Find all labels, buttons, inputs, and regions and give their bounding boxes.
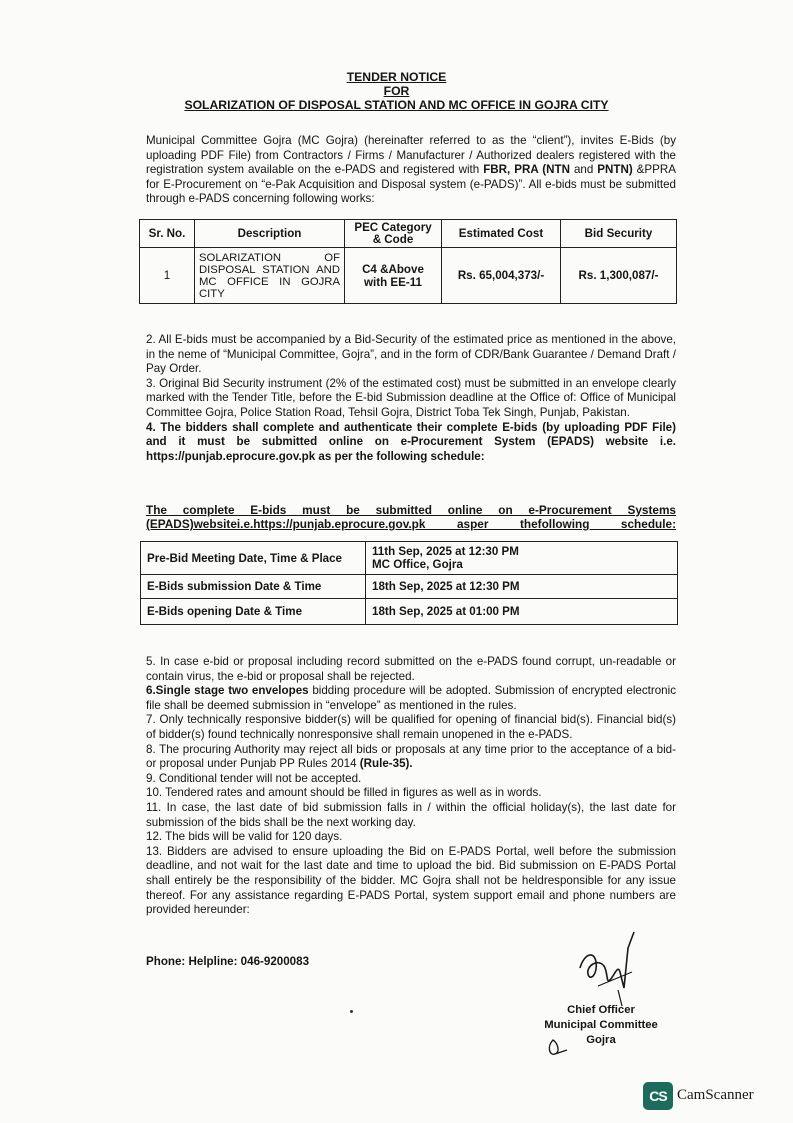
note-6: [146, 684, 676, 713]
note-8-bold: (Rule-35).: [359, 757, 413, 771]
clause-4: 4. The bidders shall complete and authenticate their complete E-bids (by uploading PDF File) and it must be submitted online on e-Procurement System (EPADS) website i.e. https://punjab.eprocure.gov.pk as per the following schedule:: [146, 420, 676, 463]
signature-icon: [568, 928, 648, 1008]
table-row: [140, 248, 677, 304]
intro-text-1: Municipal Committee Gojra (MC Gojra) (hereinafter referred to as the “client”), invites E-Bids (by uploading PDF File) from Contractors / Firms / Manufacturer / Authorized dealers registered with the registration system available on the e-PADS and registered with: [146, 134, 676, 177]
signatory-city: Gojra: [586, 1034, 616, 1046]
note-9: 9. Conditional tender will not be accepted.: [146, 771, 362, 785]
cell-bid-security: Rs. 1,300,087/-: [561, 248, 677, 304]
schedule-date: 11th Sep, 2025 at 12:30 PM: [372, 545, 519, 558]
signatory-office: Municipal Committee: [544, 1019, 658, 1031]
note-8: [146, 743, 676, 772]
cell-sr-no: 1: [140, 248, 195, 304]
cell-description: SOLARIZATION OF DISPOSAL STATION AND MC OFFICE IN GOJRA CITY: [195, 248, 345, 304]
signatory-title: Chief Officer: [567, 1004, 635, 1016]
header-estimated-cost: Estimated Cost: [442, 220, 561, 248]
note-11: 11. In case, the last date of bid submission falls in / within the official holiday(s), the last date for submission of the bids shall be the next working day.: [146, 800, 676, 829]
note-6-bold: 6.Single stage two envelopes: [146, 684, 309, 698]
schedule-value: 18th Sep, 2025 at 12:30 PM: [366, 575, 678, 599]
header-pec-category: PEC Category & Code: [345, 220, 442, 248]
notice-subject: SOLARIZATION OF DISPOSAL STATION AND MC OFFICE IN GOJRA CITY: [184, 98, 609, 112]
header-description: Description: [195, 220, 345, 248]
schedule-table: [140, 541, 678, 625]
works-table-header-row: [140, 220, 677, 248]
notes-block: [146, 655, 676, 918]
note-5: 5. In case e-bid or proposal including record submitted on the e-PADS found corrupt, un-readable or contain virus, the e-bid or proposal shall be rejected.: [146, 655, 676, 683]
intro-bold-pntn: PNTN): [597, 163, 633, 177]
camscanner-watermark: CamScanner: [677, 1087, 754, 1103]
notice-title-block: [0, 70, 793, 112]
intro-paragraph: [146, 134, 676, 207]
clause-3: 3. Original Bid Security instrument (2% of the estimated cost) must be submitted in an envelope clearly marked with the Tender Title, before the E-bid Submission deadline at the Office of: Office of Municipal Committee Gojra, Police Station Road, Tehsil Gojra, District Toba Tek Singh, Punjab, Pakistan.: [146, 376, 676, 419]
schedule-label: Pre-Bid Meeting Date, Time & Place: [141, 542, 366, 575]
schedule-label: E-Bids submission Date & Time: [141, 575, 366, 599]
intro-text-3: &PPRA for E-Procurement on “e-Pak Acquisition and Disposal system (e-PADS)”. All e-bids must be submitted through e-PADS concerning following works:: [146, 163, 676, 206]
header-sr-no: Sr. No.: [140, 220, 195, 248]
cell-estimated-cost: Rs. 65,004,373/-: [442, 248, 561, 304]
clauses-block: [146, 333, 676, 464]
note-10: 10. Tendered rates and amount should be filled in figures as well as in words.: [146, 786, 542, 800]
schedule-place: MC Office, Gojra: [372, 558, 463, 571]
intro-text-2: and: [569, 163, 598, 177]
notice-title-for: FOR: [383, 84, 410, 98]
note-13: 13. Bidders are advised to ensure uploading the Bid on E-PADS Portal, well before the submission deadline, and not wait for the last date and time to upload the bid. Bid submission on E-PADS Portal shall entirely be the responsibility of the bidder. MC Gojra shall not be heldresponsible for any issue thereof. For any assistance regarding E-PADS Portal, system support email and phone numbers are provided hereunder:: [146, 844, 676, 917]
intro-bold-fbr: FBR, PRA (NTN: [483, 163, 570, 177]
table-row: [141, 599, 678, 625]
initials-mark-icon: [545, 1036, 573, 1060]
note-7: 7. Only technically responsive bidder(s) will be qualified for opening of financial bid(s). Financial bid(s) of bidder(s) found technically nonresponsive shall remain unopened in the e-PADS.: [146, 713, 676, 741]
table-row: [141, 542, 678, 575]
note-12: 12. The bids will be valid for 120 days.: [146, 830, 343, 844]
helpline-phone: Phone: Helpline: 046-9200083: [146, 955, 310, 968]
schedule-label: E-Bids opening Date & Time: [141, 599, 366, 625]
schedule-heading: The complete E-bids must be submitted online on e-Procurement Systems (EPADS)websitei.e.https://punjab.eprocure.gov.pk asper thefollowing schedule:: [146, 503, 676, 531]
clause-2: 2. All E-bids must be accompanied by a Bid-Security of the estimated price as mentioned in the above, in the neme of “Municipal Committee, Gojra”, and in the form of CDR/Bank Guarantee / Demand Draft / Pay Order.: [146, 333, 676, 376]
header-bid-security: Bid Security: [561, 220, 677, 248]
schedule-value: 18th Sep, 2025 at 01:00 PM: [366, 599, 678, 625]
notice-title: TENDER NOTICE: [346, 70, 447, 84]
cell-pec-category: C4 &Above with EE-11: [345, 248, 442, 304]
schedule-value: [366, 542, 678, 575]
note-6-text: bidding procedure will be adopted. Submission of encrypted electronic file shall be deemed submission in “envelope” as mentioned in the rules.: [146, 684, 676, 712]
table-row: [141, 575, 678, 599]
stray-mark: [350, 1010, 353, 1013]
note-8-text: 8. The procuring Authority may reject all bids or proposals at any time prior to the acceptance of a bid- or proposal under Punjab PP Rules 2014: [146, 742, 676, 771]
camscanner-logo-icon: CS: [643, 1082, 673, 1110]
works-table: [139, 219, 677, 304]
